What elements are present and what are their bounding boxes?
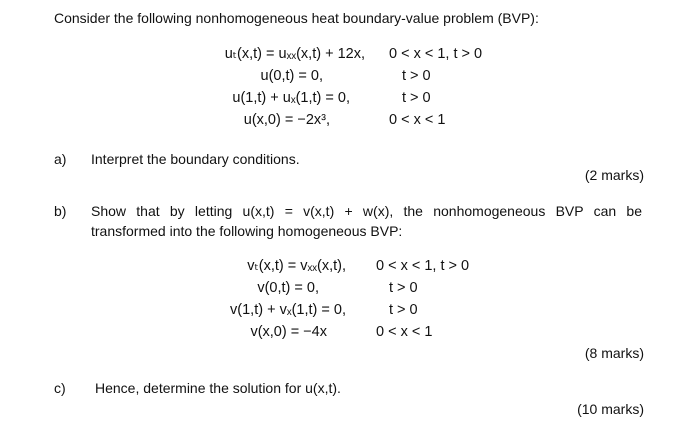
part-a-label: a) xyxy=(54,151,67,167)
bvp1-equation-bc-left: u(0,t) = 0, xyxy=(260,68,323,84)
bvp2-condition-ic: 0 < x < 1 xyxy=(376,324,433,340)
bvp2-condition-pde: 0 < x < 1, t > 0 xyxy=(376,258,470,274)
part-c-question: Hence, determine the solution for u(x,t). xyxy=(95,380,341,396)
bvp2-equation-pde: vₜ(x,t) = vₓₓ(x,t), xyxy=(247,258,346,274)
part-c-marks: (10 marks) xyxy=(577,401,644,417)
bvp2-condition-bc-right: t > 0 xyxy=(389,302,418,318)
part-b-question xyxy=(91,201,642,241)
bvp1-condition-bc-right: t > 0 xyxy=(402,90,431,106)
part-c-label: c) xyxy=(54,380,66,396)
bvp1-equation-bc-right: u(1,t) + uₓ(1,t) = 0, xyxy=(232,90,350,106)
bvp1-condition-ic: 0 < x < 1 xyxy=(389,112,446,128)
part-b-marks: (8 marks) xyxy=(584,345,644,361)
bvp2-equation-ic: v(x,0) = −4x xyxy=(250,324,327,340)
problem-intro: Consider the following nonhomogeneous heat boundary-value problem (BVP): xyxy=(54,10,539,26)
bvp2-equation-bc-right: v(1,t) + vₓ(1,t) = 0, xyxy=(230,302,346,318)
bvp1-condition-bc-left: t > 0 xyxy=(402,68,431,84)
bvp2-equation-bc-left: v(0,t) = 0, xyxy=(257,280,319,296)
part-a-marks: (2 marks) xyxy=(584,167,644,183)
part-a-question: Interpret the boundary conditions. xyxy=(91,151,300,167)
bvp1-equation-pde: uₜ(x,t) = uₓₓ(x,t) + 12x, xyxy=(224,46,365,62)
part-b-question-line2: transformed into the following homogeneous BVP: xyxy=(91,223,403,239)
bvp1-equation-ic: u(x,0) = −2x³, xyxy=(243,112,330,128)
part-b-label: b) xyxy=(54,203,67,219)
bvp2-condition-bc-left: t > 0 xyxy=(389,280,418,296)
bvp1-condition-pde: 0 < x < 1, t > 0 xyxy=(389,46,483,62)
part-b-question-line1: Show that by letting u(x,t) = v(x,t) + w(x), the nonhomogeneous BVP can be xyxy=(91,203,642,219)
